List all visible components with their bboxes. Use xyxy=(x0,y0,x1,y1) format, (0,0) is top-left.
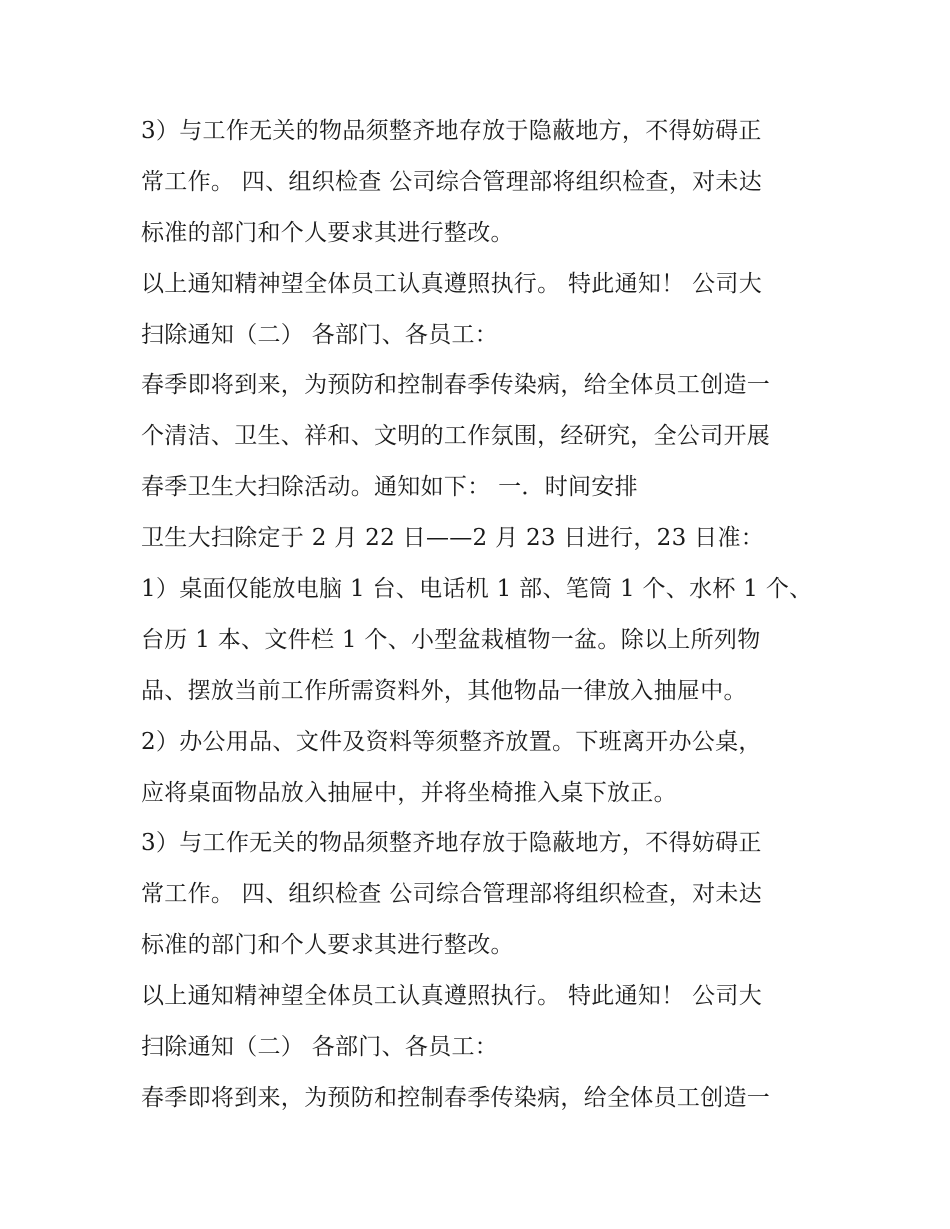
text-line: 应将桌面物品放入抽屉中，并将坐椅推入桌下放正。 xyxy=(141,779,677,806)
text-line: 卫生大扫除定于 2 月 22 日——2 月 23 日进行，23 日准： xyxy=(141,525,765,552)
text-line: 个清洁、卫生、祥和、文明的工作氛围，经研究，全公司开展 xyxy=(141,423,771,450)
text-line: 常工作。 四、组织检查 公司综合管理部将组织检查，对未达 xyxy=(141,881,763,908)
text-line: 春季即将到来，为预防和控制春季传染病，给全体员工创造一 xyxy=(141,372,771,399)
text-line: 3）与工作无关的物品须整齐地存放于隐蔽地方，不得妨碍正 xyxy=(141,830,762,857)
text-line: 标准的部门和个人要求其进行整改。 xyxy=(141,932,514,959)
text-line: 台历 1 本、文件栏 1 个、小型盆栽植物一盆。除以上所列物 xyxy=(141,626,761,653)
text-line: 常工作。 四、组织检查 公司综合管理部将组织检查，对未达 xyxy=(141,168,763,195)
text-line: 1）桌面仅能放电脑 1 台、电话机 1 部、笔筒 1 个、水杯 1 个、 xyxy=(141,576,813,603)
text-line: 标准的部门和个人要求其进行整改。 xyxy=(141,219,514,246)
document-body xyxy=(141,106,841,1124)
text-line: 春季卫生大扫除活动。通知如下： 一．时间安排 xyxy=(141,474,638,501)
text-line: 扫除通知（二） 各部门、各员工： xyxy=(141,321,499,348)
text-line: 以上通知精神望全体员工认真遵照执行。 特此通知！ 公司大 xyxy=(141,270,763,297)
text-line: 品、摆放当前工作所需资料外，其他物品一律放入抽屉中。 xyxy=(141,677,747,704)
text-line: 春季即将到来，为预防和控制春季传染病，给全体员工创造一 xyxy=(141,1084,771,1111)
text-line: 2）办公用品、文件及资料等须整齐放置。下班离开办公桌， xyxy=(141,728,762,755)
text-line: 扫除通知（二） 各部门、各员工： xyxy=(141,1034,499,1061)
text-line: 3）与工作无关的物品须整齐地存放于隐蔽地方，不得妨碍正 xyxy=(141,118,762,144)
text-line: 以上通知精神望全体员工认真遵照执行。 特此通知！ 公司大 xyxy=(141,983,763,1010)
